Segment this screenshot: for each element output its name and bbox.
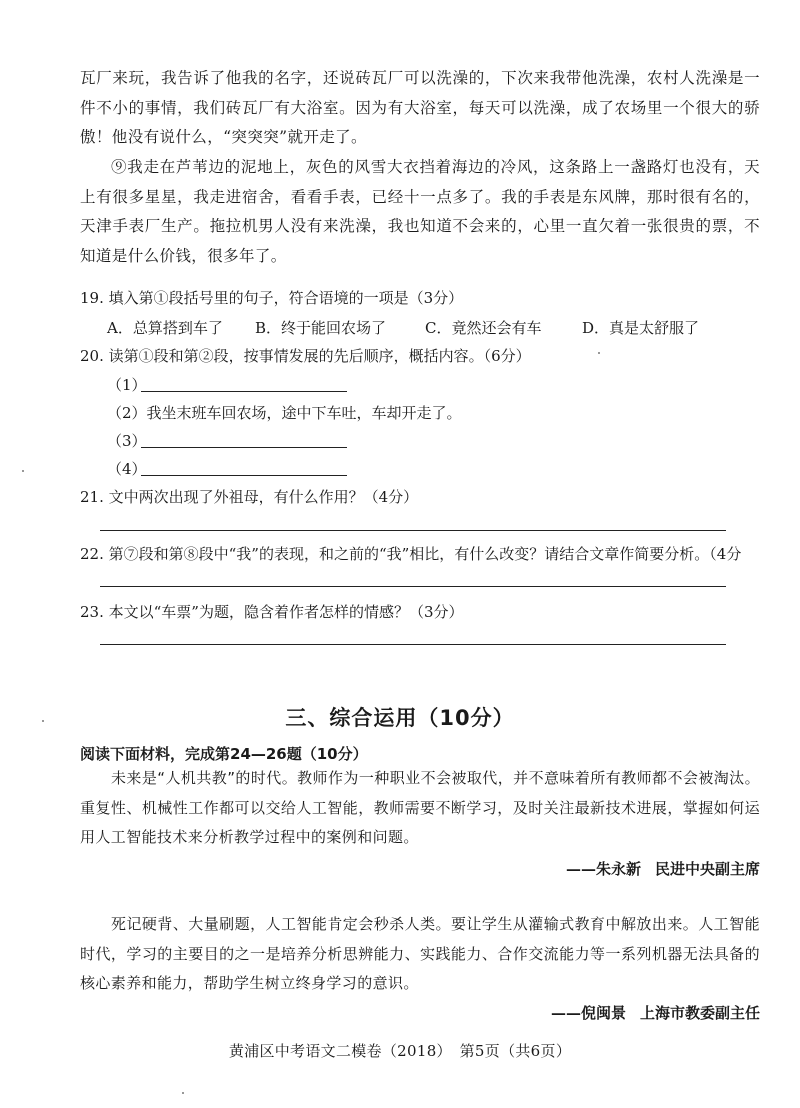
- page-footer: 黄浦区中考语文二模卷（2018） 第5页（共6页）: [228, 1042, 572, 1060]
- q19-option-d: D．真是太舒服了: [582, 319, 700, 337]
- question-22: 22. 第⑦段和第⑧段中“我”的表现，和之前的“我”相比，有什么改变？请结合文章作简要分析。（4分: [80, 545, 742, 563]
- scan-speck: [182, 1092, 184, 1094]
- material-2: 死记硬背、大量刷题，人工智能肯定会秒杀人类。要让学生从灌输式教育中解放出来。人工智能时代，学习的主要目的之一是培养分析思辨能力、实践能力、合作交流能力等一系列机器无法具备的核心素养和能力，帮助学生树立终身学习的意识。: [80, 915, 760, 992]
- material-1-signature: [566, 858, 760, 879]
- q20-item-1-answer-line[interactable]: [141, 391, 347, 392]
- q19-option-b: B．终于能回农场了: [255, 319, 387, 337]
- passage-paragraph-continued: 瓦厂来玩，我告诉了他我的名字，还说砖瓦厂可以洗澡的，下次来我带他洗澡，农村人洗澡是一件不小的事情，我们砖瓦厂有大浴室。因为有大浴室，每天可以洗澡，成了农场里一个很大的骄傲！他没有说什么，“突突突”就开走了。: [80, 69, 760, 146]
- section-3-instruction: 阅读下面材料，完成第24—26题（10分）: [80, 745, 368, 763]
- question-21: 21. 文中两次出现了外祖母，有什么作用？（4分）: [80, 488, 419, 506]
- q22-answer-line[interactable]: [100, 586, 726, 587]
- material-1-author-title: 民进中央副主席: [654, 860, 760, 878]
- q20-item-3-label: （3）: [107, 432, 147, 450]
- q20-item-2: （2）我坐末班车回农场，途中下车吐，车却开走了。: [107, 404, 462, 422]
- q20-item-3-answer-line[interactable]: [141, 447, 347, 448]
- question-20: 20. 读第①段和第②段，按事情发展的先后顺序，概括内容。（6分）: [80, 347, 531, 365]
- material-1: 未来是“人机共教”的时代。教师作为一种职业不会被取代，并不意味着所有教师都不会被淘汰。重复性、机械性工作都可以交给人工智能，教师需要不断学习，及时关注最新技术进展，掌握如何运用人工智能技术来分析教学过程中的案例和问题。: [80, 769, 760, 846]
- scan-speck: [22, 470, 24, 472]
- q19-option-c: C．竟然还会有车: [425, 319, 542, 337]
- scan-speck: [598, 352, 600, 354]
- passage-paragraph-9: ⑨我走在芦苇边的泥地上，灰色的风雪大衣挡着海边的冷风，这条路上一盏路灯也没有，天上有很多星星，我走进宿舍，看看手表，已经十一点多了。我的手表是东风牌，那时很有名的，天津手表厂生产。拖拉机男人没有来洗澡，我也知道不会来的，心里一直欠着一张很贵的票，不知道是什么价钱，很多年了。: [80, 158, 760, 265]
- material-2-author-title: 上海市教委副主任: [639, 1004, 760, 1022]
- q23-answer-line[interactable]: [100, 644, 726, 645]
- q19-option-a: A．总算搭到车了: [107, 319, 223, 337]
- q21-answer-line[interactable]: [100, 530, 726, 531]
- material-2-author: ——倪闽景: [550, 1004, 626, 1022]
- scan-speck: [42, 720, 44, 722]
- question-23: 23. 本文以“车票”为题，隐含着作者怎样的情感？（3分）: [80, 603, 464, 621]
- q20-item-4-answer-line[interactable]: [141, 475, 347, 476]
- q20-item-1-label: （1）: [107, 376, 147, 394]
- q20-item-4-label: （4）: [107, 460, 147, 478]
- material-1-author: ——朱永新: [565, 860, 641, 878]
- section-3-title: 三、综合运用（10分）: [285, 706, 515, 730]
- material-2-signature: [551, 1002, 760, 1023]
- question-19: 19. 填入第①段括号里的句子，符合语境的一项是（3分）: [80, 289, 464, 307]
